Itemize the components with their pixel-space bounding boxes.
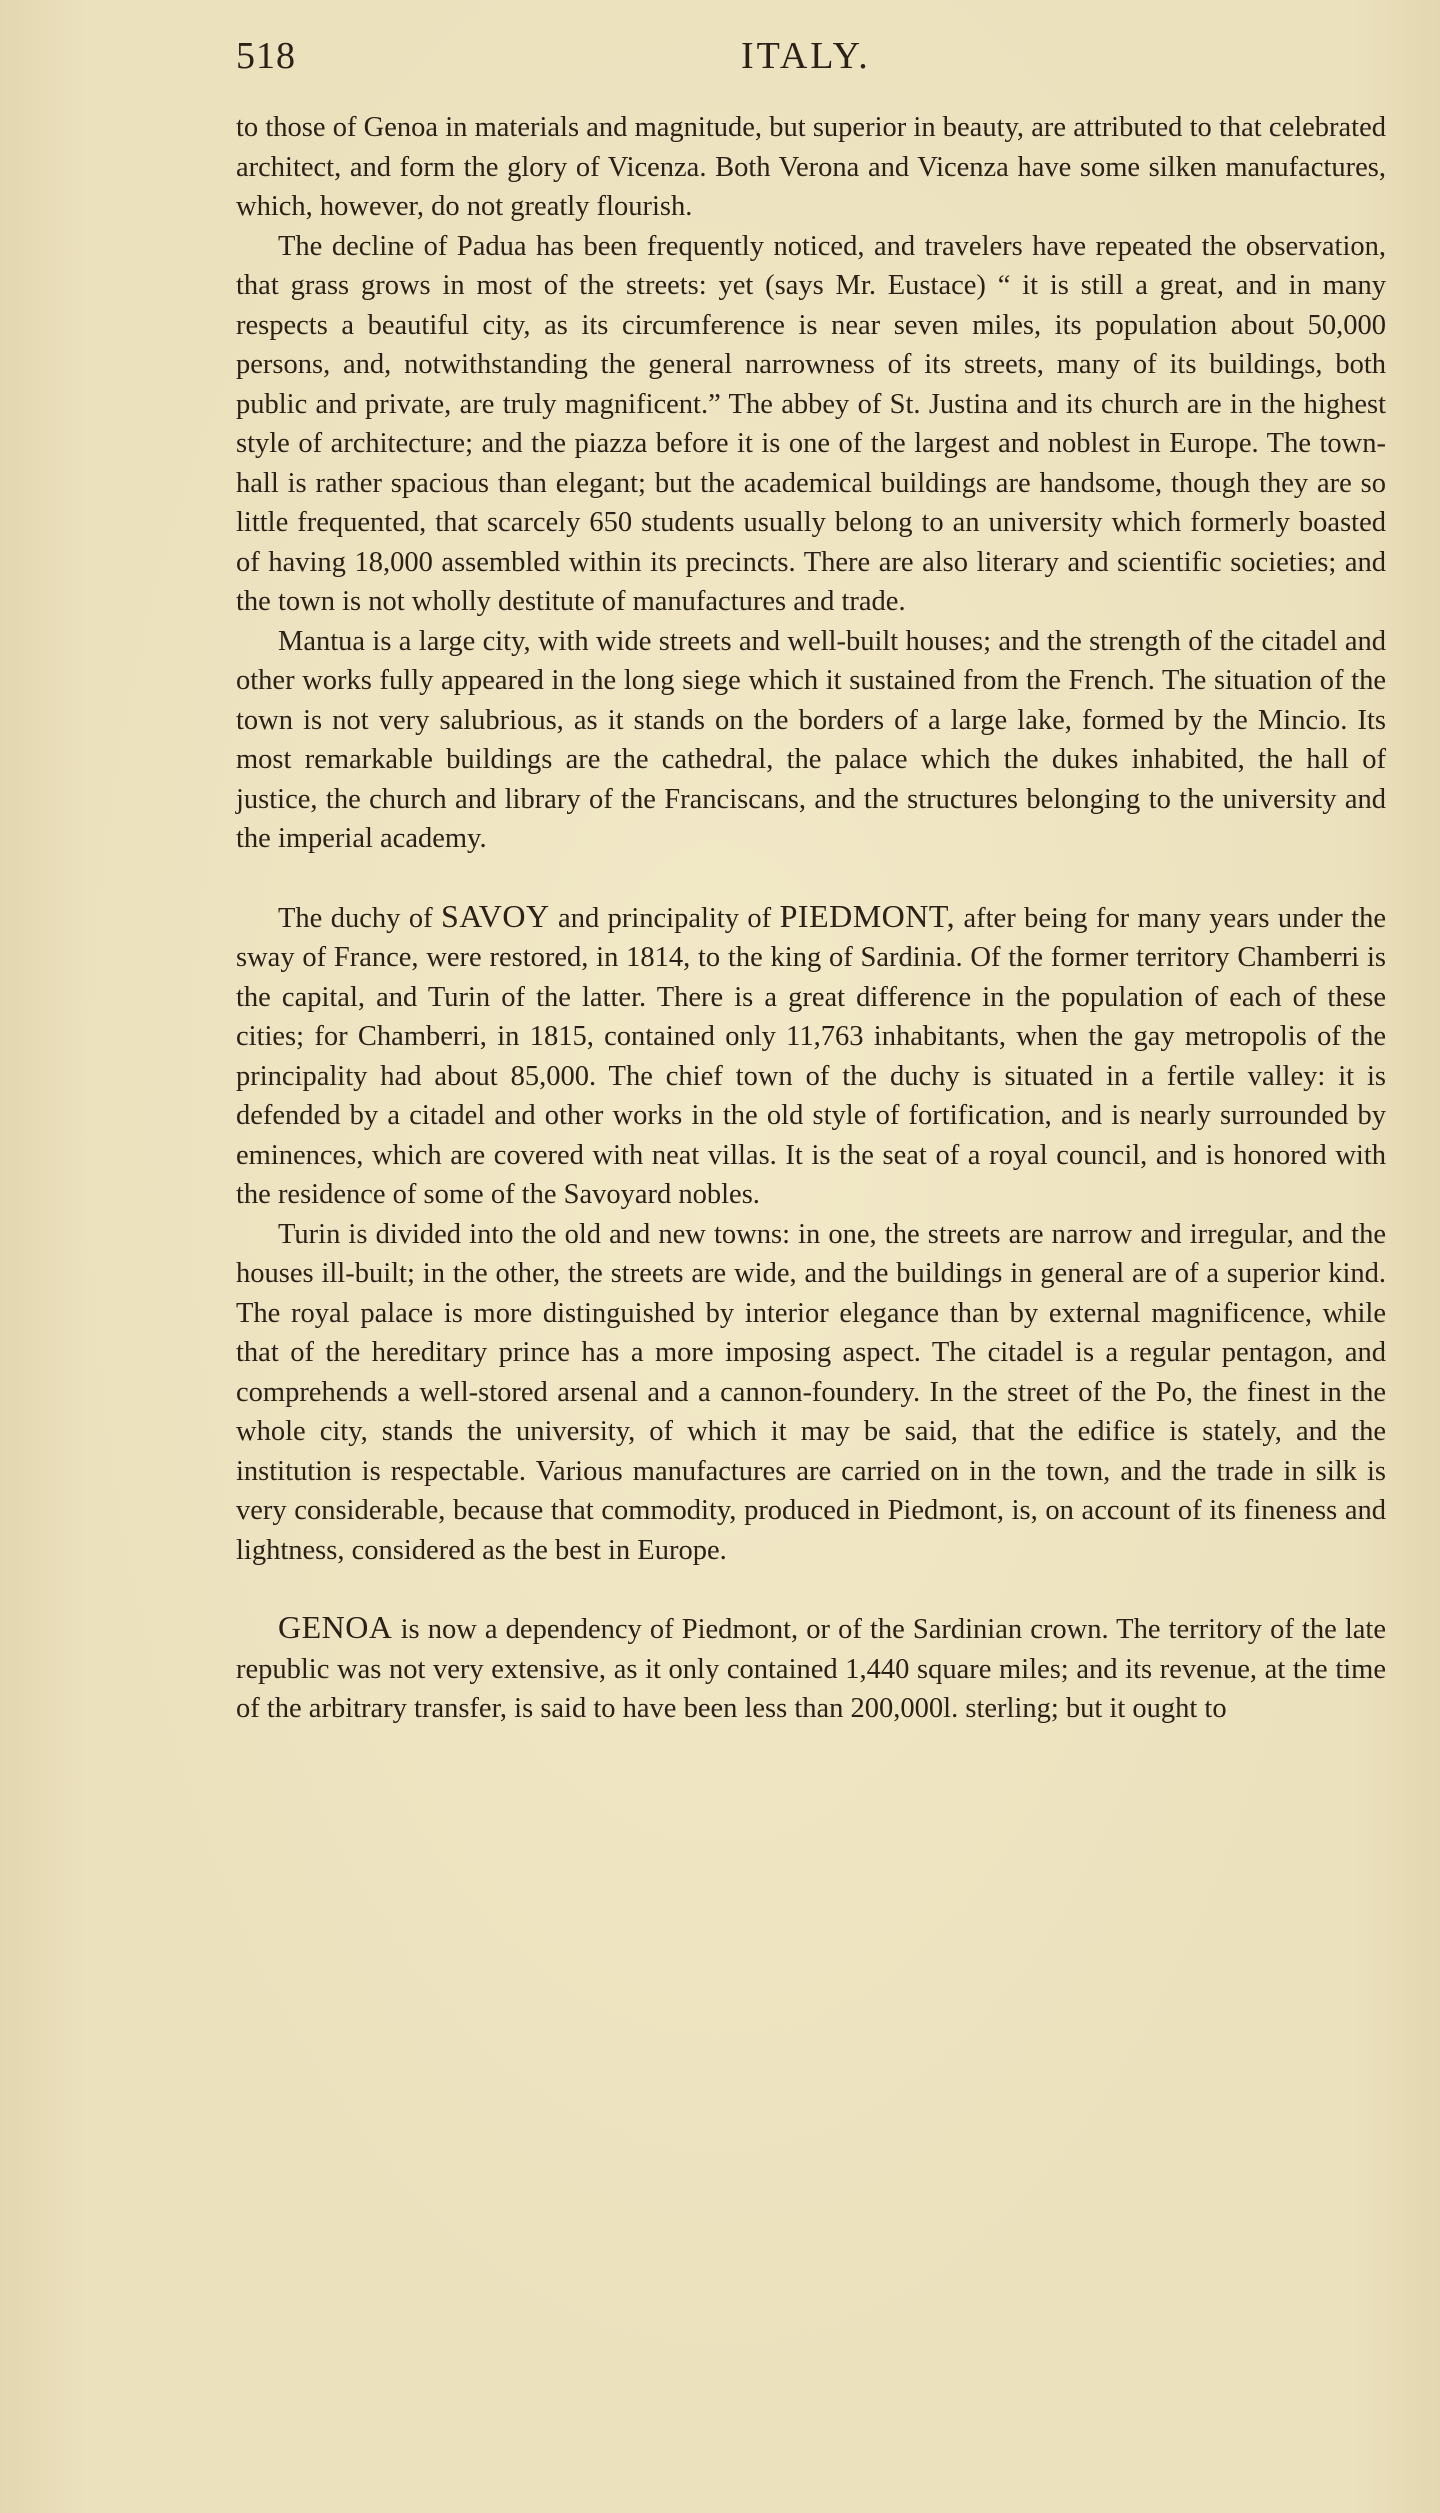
paragraph-text: to those of Genoa in materials and magnitude, but superior in beauty, are attributed to that celebrated architect, and form the glory of Vicenza. Both Verona and Vicenza have some silken manufactures, which, however, do not greatly flourish. <box>236 112 1386 222</box>
paragraph-vicenza <box>236 108 1386 227</box>
heading-genoa: GENOA <box>278 1609 393 1645</box>
paragraph-lead: The duchy of <box>278 902 441 934</box>
heading-savoy: SAVOY <box>441 897 550 934</box>
paragraph-mantua <box>236 622 1386 859</box>
paragraph-savoy-piedmont <box>236 897 1386 1215</box>
paragraph-text: is now a dependency of Piedmont, or of the Sardinian crown. The territory of the late republic was not very extensive, as it only contained 1,440 square miles; and its revenue, at the time of the arbitrary transfer, is said to have been less than 200,000l. sterling; but it ought to <box>236 1614 1386 1724</box>
heading-piedmont: PIEDMONT, <box>779 897 956 934</box>
body-text <box>236 108 1386 1729</box>
paragraph-text: after being for many years under the sway of France, were restored, in 1814, to the king of Sardinia. Of the former territory Chamberri is the capital, and Turin of the latter. There is a great difference in the population of each of these cities; for Chamberri, in 1815, contained only 11,763 inhabitants, when the gay metropolis of the principality had about 85,000. The chief town of the duchy is situated in a fertile valley: it is defended by a citadel and other works in the old style of fortification, and is nearly surrounded by eminences, which are covered with neat villas. It is the seat of a royal council, and is honored with the residence of some of the Savoyard nobles. <box>236 902 1386 1210</box>
page-number: 518 <box>236 35 296 77</box>
paragraph-text: Turin is divided into the old and new towns: in one, the streets are narrow and irregular, and the houses ill-built; in the other, the streets are wide, and the buildings in general are of a superior kind. The royal palace is more distinguished by interior elegance than by external magnificence, while that of the hereditary prince has a more imposing aspect. The citadel is a regular pentagon, and comprehends a well-stored arsenal and a cannon-foundery. In the street of the Po, the finest in the whole city, stands the university, of which it may be said, that the edifice is stately, and the institution is respectable. Various manufactures are carried on in the town, and the trade in silk is very considerable, because that commodity, produced in Piedmont, is, on account of its fineness and lightness, considered as the best in Europe. <box>236 1218 1386 1566</box>
paragraph-text: The decline of Padua has been frequently noticed, and travelers have repeated the observation, that grass grows in most of the streets: yet (says Mr. Eustace) “ it is still a great, and in many respects a beautiful city, as its circumference is near seven miles, its population about 50,000 persons, and, notwithstanding the general narrowness of its streets, many of its buildings, both public and private, are truly magnificent.” The abbey of St. Justina and its church are in the highest style of architecture; and the piazza before it is one of the largest and noblest in Europe. The town-hall is rather spacious than elegant; but the academical buildings are handsome, though they are so little frequented, that scarcely 650 students usually belong to an university which formerly boasted of having 18,000 assembled within its precincts. There are also literary and scientific societies; and the town is not wholly destitute of manufactures and trade. <box>236 230 1386 617</box>
paragraph-turin <box>236 1215 1386 1571</box>
paragraph-text: Mantua is a large city, with wide streets and well-built houses; and the strength of the citadel and other works fully appeared in the long siege which it sustained from the French. The situation of the town is not very salubrious, as it stands on the borders of a large lake, formed by the Mincio. Its most remarkable buildings are the cathedral, the palace which the dukes inhabited, the hall of justice, the church and library of the Franciscans, and the structures belonging to the university and the imperial academy. <box>236 625 1386 854</box>
paragraph-genoa <box>236 1608 1386 1729</box>
page-header <box>236 34 1386 94</box>
running-head: ITALY. <box>741 35 871 77</box>
paragraph-middle: and principality of <box>549 902 780 934</box>
paragraph-padua <box>236 227 1386 622</box>
